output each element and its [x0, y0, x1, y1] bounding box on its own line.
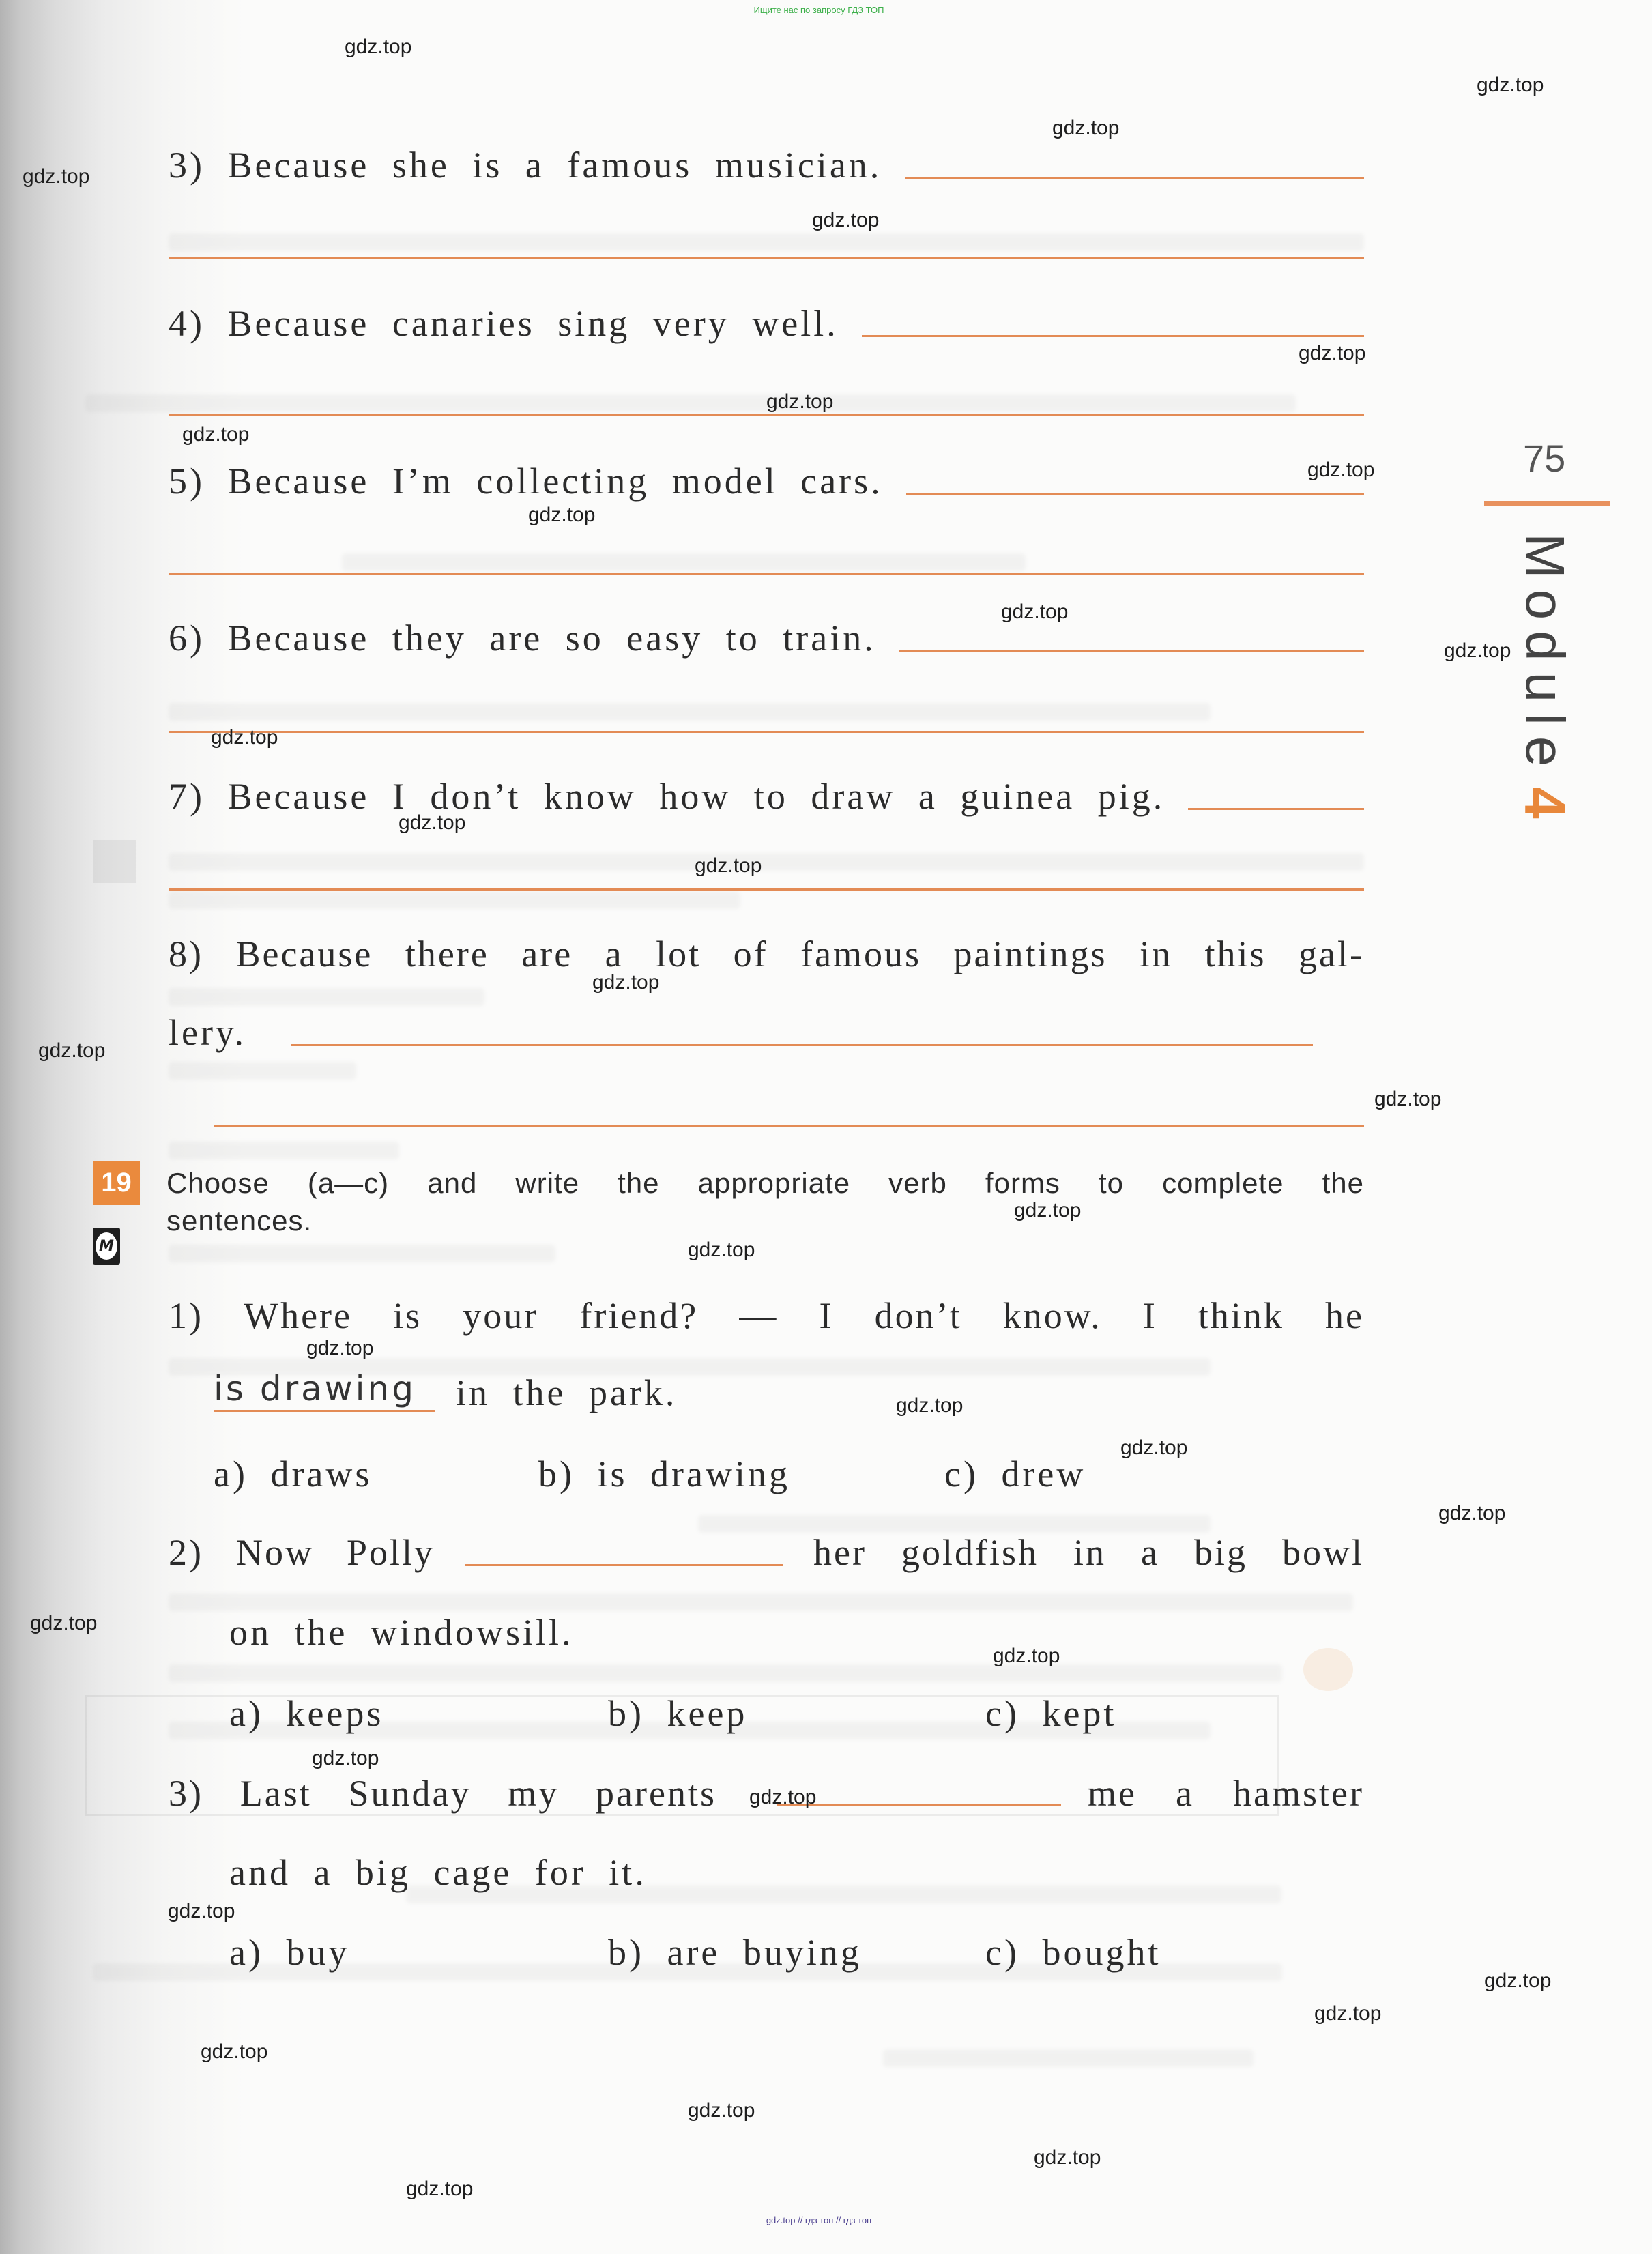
watermark-text: gdz.top [896, 1394, 963, 1417]
exercise-item-2-option-c: c) kept [985, 1693, 1117, 1734]
item-4-text: 4) Because canaries sing very well. [169, 303, 839, 344]
answer-line [905, 143, 1364, 179]
watermark-text: gdz.top [345, 35, 412, 58]
show-through-ghost-badge [1303, 1648, 1353, 1691]
item-3-row [169, 143, 1364, 187]
watermark-text: gdz.top [1477, 74, 1544, 96]
item-3-text: 3) Because she is a famous musician. [169, 145, 882, 186]
item-7-row [169, 775, 1364, 818]
page-number: 75 [1523, 437, 1566, 480]
item-5-text: 5) Because I’m collecting model cars. [169, 461, 883, 502]
module-number: 4 [1513, 787, 1577, 820]
answer-line [862, 302, 1364, 337]
exercise-item-1-option-b: b) is drawing [538, 1454, 790, 1494]
answer-line-continuation [169, 414, 1364, 416]
show-through-ghost-line [169, 1664, 1282, 1682]
watermark-text: gdz.top [766, 390, 834, 413]
watermark-text: gdz.top [592, 971, 660, 994]
exercise-item-2-before: 2) Now Polly [169, 1532, 435, 1573]
show-through-ghost-line [169, 233, 1364, 251]
exercise-item-1-line2: in the park. [456, 1372, 678, 1413]
answer-line [1188, 775, 1364, 810]
module-divider-bar [1484, 501, 1610, 506]
exercise-item-3-after: me a hamster [1088, 1773, 1364, 1814]
answer-line-continuation [169, 888, 1364, 891]
watermark-text: gdz.top [406, 2178, 474, 2200]
watermark-text: gdz.top [695, 854, 762, 877]
exercise-item-3-answer-line [777, 1804, 1061, 1806]
exercise-item-3-option-c: c) bought [985, 1932, 1161, 1973]
show-through-ghost-line [883, 2049, 1254, 2067]
exercise-item-2-answer-line [465, 1564, 783, 1566]
watermark-text: gdz.top [30, 1612, 98, 1634]
answer-line [291, 1011, 1313, 1046]
answer-line-continuation [169, 573, 1364, 575]
exercise-instruction-line2: sentences. [166, 1204, 313, 1237]
exercise-item-3-line2: and a big cage for it. [229, 1852, 647, 1893]
item-6-text: 6) Because they are so easy to train. [169, 618, 876, 659]
watermark-text: gdz.top [1120, 1436, 1188, 1459]
show-through-ghost-line [169, 988, 484, 1006]
watermark-text: gdz.top [688, 1239, 755, 1261]
exercise-item-2-line2: on the windowsill. [229, 1612, 574, 1653]
exercise-item-1-option-a: a) draws [214, 1454, 373, 1494]
watermark-text: gdz.top [182, 423, 250, 446]
watermark-text: gdz.top [993, 1645, 1060, 1667]
watermark-text: gdz.top [1444, 639, 1511, 662]
watermark-text: gdz.top [23, 165, 90, 188]
item-7-text: 7) Because I don’t know how to draw a guinea pig. [169, 776, 1165, 817]
show-through-ghost-line [169, 703, 1211, 721]
show-through-ghost-line [169, 891, 740, 909]
watermark-text: gdz.top [528, 504, 596, 526]
show-through-ghost-line [169, 1593, 1353, 1611]
show-through-ghost-line [169, 1142, 399, 1159]
watermark-text: gdz.top [1314, 2002, 1382, 2025]
exercise-number-badge [93, 1161, 140, 1205]
show-through-ghost-line [169, 1062, 356, 1080]
watermark-text: gdz.top [1438, 1502, 1506, 1525]
show-through-ghost-line [169, 1245, 555, 1262]
module-label-vertical [1513, 533, 1577, 820]
exercise-instruction-line1: Choose (a—c) and write the appropriate verb forms to complete the [166, 1167, 1364, 1199]
item-8-row-line2 [169, 1011, 1313, 1054]
item-6-row [169, 616, 1364, 660]
watermark-text: gdz.top [38, 1039, 106, 1062]
exercise-item-3-option-a: a) buy [229, 1932, 350, 1973]
watermark-text: gdz.top [1034, 2146, 1101, 2169]
exercise-item-1-option-c: c) drew [944, 1454, 1086, 1494]
watermark-text: gdz.top [201, 2040, 268, 2063]
watermark-text: gdz.top [812, 209, 880, 231]
exercise-item-3-before: 3) Last Sunday my parents [169, 1773, 716, 1814]
item-4-row [169, 302, 1364, 345]
m-icon [93, 1228, 120, 1265]
watermark-text: gdz.top [749, 1786, 817, 1808]
item-8-text-line2: lery. [169, 1012, 246, 1053]
watermark-text: gdz.top [1307, 459, 1375, 481]
m-icon-letter: M [96, 1232, 117, 1260]
show-through-ghost-line [342, 553, 1026, 571]
watermark-text: gdz.top [1484, 1969, 1552, 1992]
answer-line [899, 616, 1364, 652]
watermark-text: gdz.top [306, 1337, 374, 1359]
item-5-row [169, 459, 1364, 503]
answer-line-continuation [169, 731, 1364, 733]
exercise-item-2-option-b: b) keep [608, 1693, 748, 1734]
answer-line [906, 459, 1364, 495]
exercise-item-3-option-b: b) are buying [608, 1932, 862, 1973]
answer-line-continuation [169, 257, 1364, 259]
answer-line-continuation [214, 1125, 1364, 1127]
show-through-ghost-badge [93, 840, 136, 883]
show-through-ghost-line [169, 853, 1364, 871]
watermark-text: gdz.top [1374, 1088, 1442, 1110]
watermark-text: gdz.top [1299, 342, 1366, 364]
exercise-number: 19 [101, 1168, 132, 1198]
exercise-item-1-filled-answer: is drawing [214, 1369, 435, 1412]
watermark-text: gdz.top [398, 811, 466, 834]
header-note: Ищите нас по запросу ГДЗ ТОП [753, 5, 884, 15]
watermark-text: gdz.top [312, 1747, 379, 1769]
watermark-text: gdz.top [1052, 117, 1120, 139]
watermark-text: gdz.top [168, 1900, 235, 1922]
watermark-text: gdz.top [1001, 601, 1069, 623]
item-8-text-line1: 8) Because there are a lot of famous paintings in this gal- [169, 934, 1364, 974]
watermark-text: gdz.top [1014, 1199, 1082, 1222]
exercise-item-1-line1: 1) Where is your friend? — I don’t know. I think he [169, 1295, 1364, 1336]
watermark-text: gdz.top [688, 2099, 755, 2122]
footer-note: gdz.top // гдз топ // гдз топ [766, 2215, 872, 2225]
exercise-item-2-after: her goldfish in a big bowl [813, 1532, 1364, 1573]
watermark-text: gdz.top [211, 726, 278, 749]
module-label: Module [1515, 533, 1576, 778]
show-through-ghost-line [85, 394, 1296, 412]
exercise-item-2-option-a: a) keeps [229, 1693, 384, 1734]
